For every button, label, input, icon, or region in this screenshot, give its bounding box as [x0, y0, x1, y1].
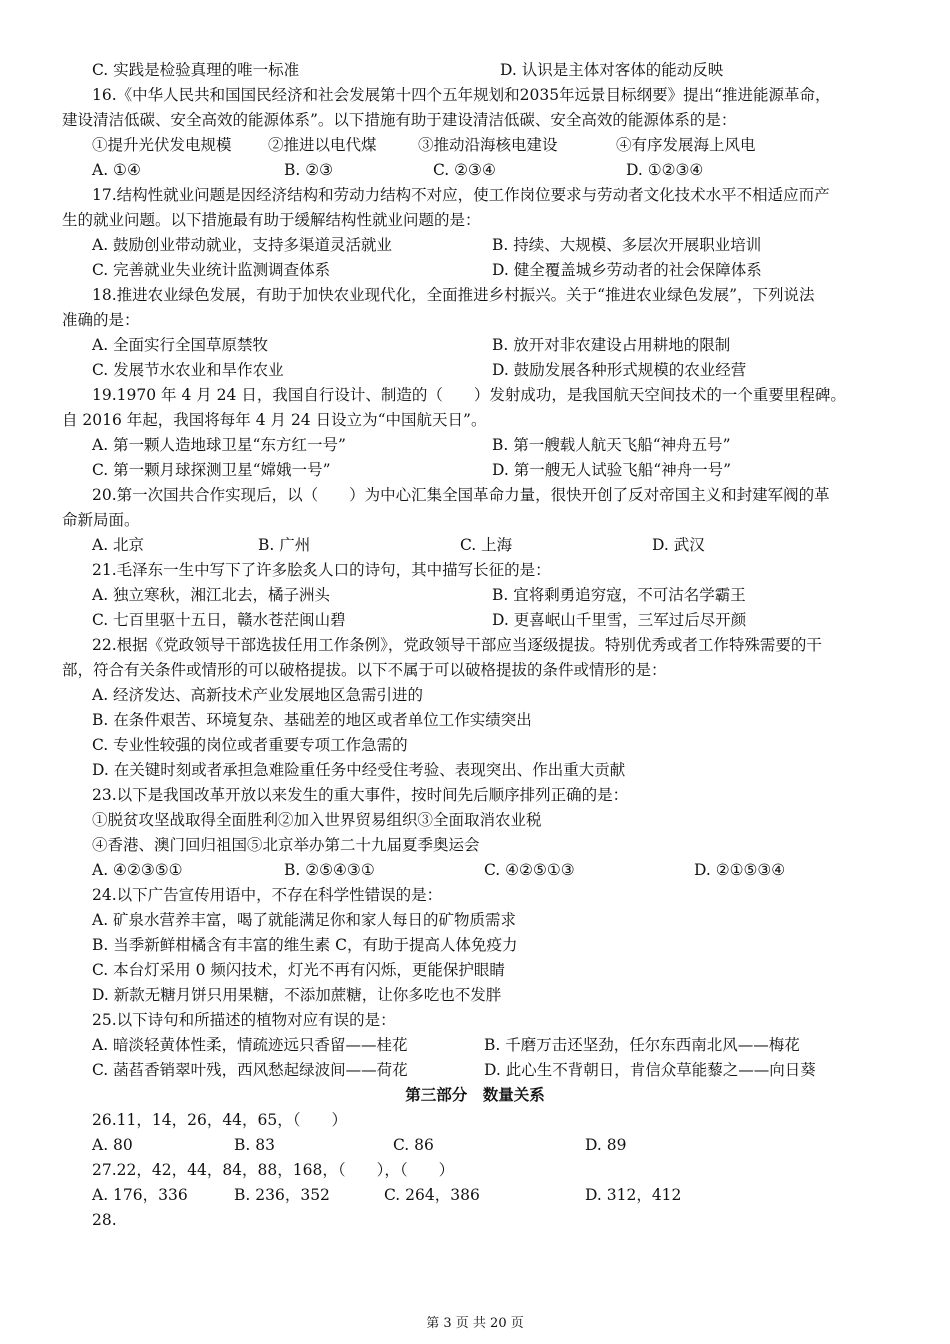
q24-option-c: C. 本台灯采用 0 频闪技术，灯光不再有闪烁，更能保护眼睛 — [92, 961, 505, 979]
q19-option-a: A. 第一颗人造地球卫星“东方红一号” — [92, 436, 346, 454]
q18-option-a: A. 全面实行全国草原禁牧 — [92, 336, 269, 354]
q24-option-d: D. 新款无糖月饼只用果糖，不添加蔗糖，让你多吃也不发胖 — [92, 986, 502, 1004]
q17-stem-line1: 17.结构性就业问题是因经济结构和劳动力结构不对应，使工作岗位要求与劳动者文化技术水平不相适应而产 — [92, 186, 830, 204]
q19-stem-line2: 自 2016 年起，我国将每年 4 月 24 日设立为“中国航天日”。 — [62, 411, 487, 429]
q25-stem-line1: 25.以下诗句和所描述的植物对应有误的是： — [92, 1011, 396, 1029]
q25-option-c: C. 菡萏香销翠叶残，西风愁起绿波间——荷花 — [92, 1061, 408, 1079]
q27-option-c: C. 264，386 — [384, 1186, 480, 1204]
q27-stem-line1: 27.22，42，44，84，88，168，（ ），（ ） — [92, 1161, 455, 1179]
q22-stem-line1: 22.根据《党政领导干部选拔任用工作条例》，党政领导干部应当逐级提拔。特别优秀或者工作特殊需要的干 — [92, 636, 822, 654]
q21-stem-line1: 21.毛泽东一生中写下了许多脍炙人口的诗句，其中描写长征的是： — [92, 561, 551, 579]
q24-option-a: A. 矿泉水营养丰富，喝了就能满足你和家人每日的矿物质需求 — [92, 911, 517, 929]
q26-option-a: A. 80 — [92, 1136, 133, 1154]
section-title-quantitative: 第三部分 数量关系 — [405, 1086, 545, 1104]
q22-stem-line2: 部，符合有关条件或情形的可以破格提拔。以下不属于可以破格提拔的条件或情形的是： — [62, 661, 667, 679]
q23-option-d: D. ②①⑤③④ — [694, 861, 786, 879]
q20-option-a: A. 北京 — [92, 536, 145, 554]
q25-option-a: A. 暗淡轻黄体性柔，情疏迹远只香留——桂花 — [92, 1036, 408, 1054]
q23-option-c: C. ④②⑤①③ — [484, 861, 575, 879]
q21-option-a: A. 独立寒秋，湘江北去，橘子洲头 — [92, 586, 331, 604]
q17-option-c: C. 完善就业失业统计监测调查体系 — [92, 261, 331, 279]
q27-option-d: D. 312，412 — [585, 1186, 682, 1204]
q17-stem-line2: 生的就业问题。以下措施最有助于缓解结构性就业问题的是： — [62, 211, 481, 229]
q26-stem-line1: 26.11，14，26，44，65，（ ） — [92, 1111, 348, 1129]
q21-option-b: B. 宜将剩勇追穷寇，不可沽名学霸王 — [492, 586, 746, 604]
q26-option-c: C. 86 — [393, 1136, 434, 1154]
q23-option-a: A. ④②③⑤① — [92, 861, 183, 879]
q25-option-d: D. 此心生不背朝日，肯信众草能藜之——向日葵 — [484, 1061, 816, 1079]
q16-item-1: ①提升光伏发电规模 — [92, 136, 232, 154]
q16-item-4: ④有序发展海上风电 — [616, 136, 756, 154]
q24-option-b: B. 当季新鲜柑橘含有丰富的维生素 C，有助于提高人体免疫力 — [92, 936, 518, 954]
q25-option-b: B. 千磨万击还坚劲，任尔东西南北风——梅花 — [484, 1036, 800, 1054]
q18-stem-line1: 18.推进农业绿色发展，有助于加快农业现代化，全面推进乡村振兴。关于“推进农业绿色发展”，下列说法 — [92, 286, 815, 304]
q21-option-c: C. 七百里驱十五日，赣水苍茫闽山碧 — [92, 611, 346, 629]
q20-stem-line2: 命新局面。 — [62, 511, 140, 529]
q23-events-line2: ④香港、澳门回归祖国⑤北京举办第二十九届夏季奥运会 — [92, 836, 480, 854]
q20-option-c: C. 上海 — [460, 536, 513, 554]
q16-option-b: B. ②③ — [284, 161, 334, 179]
q15-option-c: C. 实践是检验真理的唯一标准 — [92, 61, 300, 79]
q16-item-3: ③推动沿海核电建设 — [418, 136, 558, 154]
q15-option-d: D. 认识是主体对客体的能动反映 — [500, 61, 724, 79]
q23-stem-line1: 23.以下是我国改革开放以来发生的重大事件，按时间先后顺序排列正确的是： — [92, 786, 629, 804]
q23-events-line1: ①脱贫攻坚战取得全面胜利②加入世界贸易组织③全面取消农业税 — [92, 811, 542, 829]
q22-option-c: C. 专业性较强的岗位或者重要专项工作急需的 — [92, 736, 408, 754]
q18-stem-line2: 准确的是： — [62, 311, 140, 329]
q18-option-d: D. 鼓励发展各种形式规模的农业经营 — [492, 361, 747, 379]
q18-option-c: C. 发展节水农业和旱作农业 — [92, 361, 284, 379]
q17-option-b: B. 持续、大规模、多层次开展职业培训 — [492, 236, 762, 254]
q20-option-b: B. 广州 — [258, 536, 311, 554]
q22-option-a: A. 经济发达、高新技术产业发展地区急需引进的 — [92, 686, 424, 704]
q22-option-d: D. 在关键时刻或者承担急难险重任务中经受住考验、表现突出、作出重大贡献 — [92, 761, 626, 779]
q16-stem-line1: 16.《中华人民共和国国民经济和社会发展第十四个五年规划和2035年远景目标纲要》提出“推进能源革命， — [92, 86, 831, 104]
q16-option-d: D. ①②③④ — [626, 161, 704, 179]
page-footer: 第 3 页 共 20 页 — [426, 1316, 524, 1331]
q18-option-b: B. 放开对非农建设占用耕地的限制 — [492, 336, 731, 354]
q16-stem-line2: 建设清洁低碳、安全高效的能源体系”。以下措施有助于建设清洁低碳、安全高效的能源体系的是： — [62, 111, 737, 129]
q20-stem-line1: 20.第一次国共合作实现后，以（ ）为中心汇集全国革命力量，很快开创了反对帝国主义和封建军阀的革 — [92, 486, 830, 504]
q16-item-2: ②推进以电代煤 — [268, 136, 377, 154]
q28-stem-line1: 28. — [92, 1211, 117, 1229]
q17-option-a: A. 鼓励创业带动就业，支持多渠道灵活就业 — [92, 236, 393, 254]
q19-stem-line1: 19.1970 年 4 月 24 日，我国自行设计、制造的（ ）发射成功，是我国航天空间技术的一个重要里程碑。 — [92, 386, 846, 404]
q24-stem-line1: 24.以下广告宣传用语中，不存在科学性错误的是： — [92, 886, 443, 904]
q22-option-b: B. 在条件艰苦、环境复杂、基础差的地区或者单位工作实绩突出 — [92, 711, 532, 729]
q26-option-d: D. 89 — [585, 1136, 627, 1154]
q21-option-d: D. 更喜岷山千里雪，三军过后尽开颜 — [492, 611, 747, 629]
q17-option-d: D. 健全覆盖城乡劳动者的社会保障体系 — [492, 261, 762, 279]
q27-option-b: B. 236，352 — [234, 1186, 330, 1204]
q27-option-a: A. 176，336 — [92, 1186, 188, 1204]
q19-option-d: D. 第一艘无人试验飞船“神舟一号” — [492, 461, 732, 479]
q20-option-d: D. 武汉 — [652, 536, 705, 554]
q16-option-c: C. ②③④ — [433, 161, 496, 179]
q23-option-b: B. ②⑤④③① — [284, 861, 375, 879]
q19-option-c: C. 第一颗月球探测卫星“嫦娥一号” — [92, 461, 331, 479]
q19-option-b: B. 第一艘载人航天飞船“神舟五号” — [492, 436, 731, 454]
q26-option-b: B. 83 — [234, 1136, 275, 1154]
q16-option-a: A. ①④ — [92, 161, 141, 179]
